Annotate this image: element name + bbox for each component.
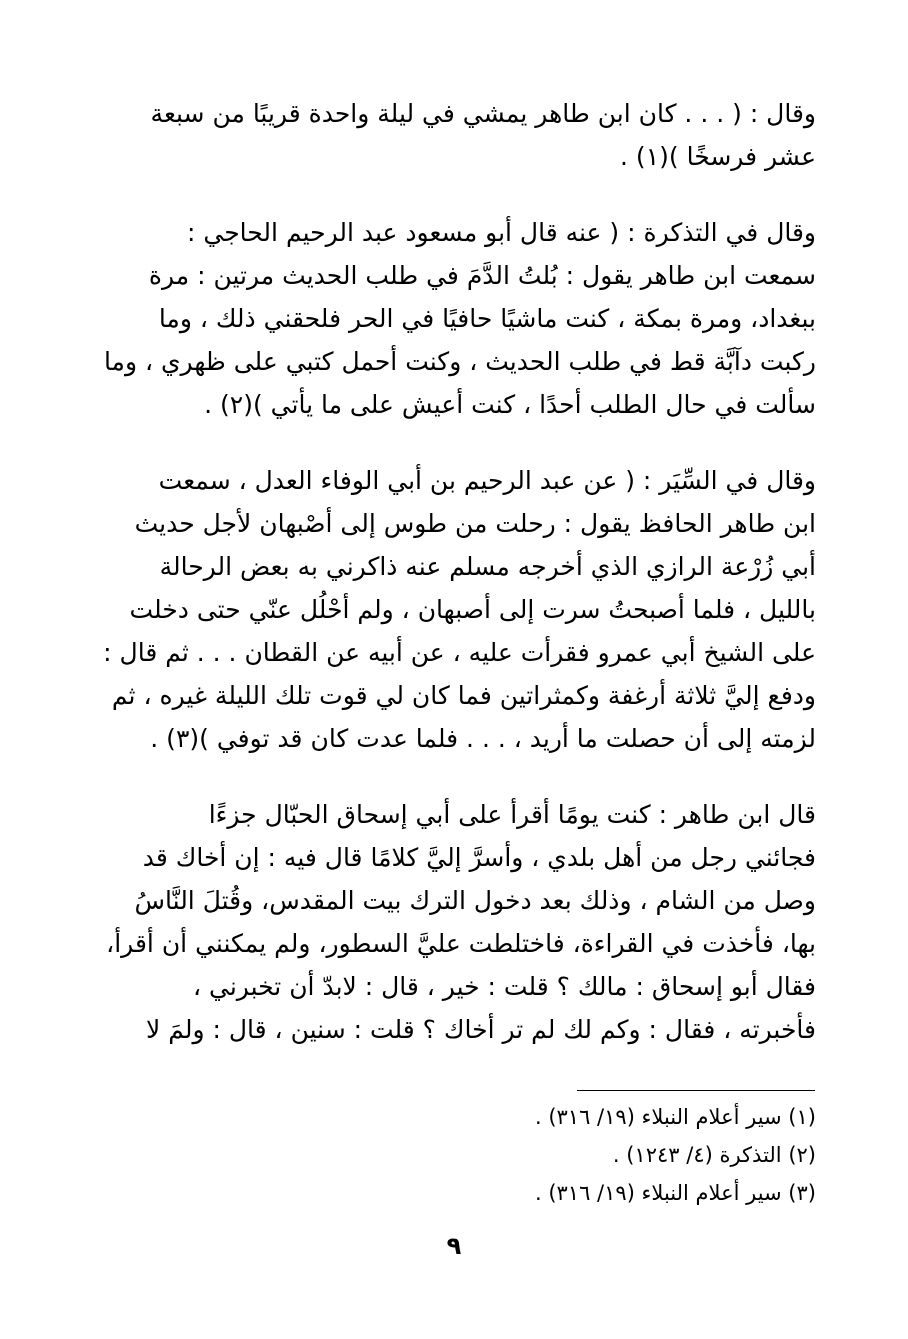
text-line: بها، فأخذت في القراءة، فاختلطت عليَّ السطور، ولم يمكنني أن أقرأ، [106,929,816,958]
text-line: سألت في حال الطلب أحدًا ، كنت أعيش على ما يأتي )(٢) . [204,390,816,419]
paragraph [100,92,816,178]
text-line: وقال : ( . . . كان ابن طاهر يمشي في ليلة واحدة قريبًا من سبعة [150,99,816,128]
text-line: على الشيخ أبي عمرو فقرأت عليه ، عن أبيه عن القطان . . . ثم قال : [103,638,816,667]
text-line: وصل من الشام ، وذلك بعد دخول الترك بيت المقدس، وقُتلَ النَّاسُ [134,886,816,915]
text-line: قال ابن طاهر : كنت يومًا أقرأ على أبي إسحاق الحبّال جزءًا [208,800,816,829]
text-line: ببغداد، ومرة بمكة ، كنت ماشيًا حافيًا في الحر فلحقني ذلك ، وما [158,304,816,333]
text-line: فأخبرته ، فقال : وكم لك لم تر أخاك ؟ قلت : سنين ، قال : ولمَ لا [146,1015,816,1044]
text-line: لزمته إلى أن حصلت ما أريد ، . . . فلما عدت كان قد توفي )(٣) . [150,724,816,753]
text-line: سمعت ابن طاهر يقول : بُلتُ الدَّمَ في طلب الحديث مرتين : مرة [148,261,816,290]
footnote-separator [577,1090,815,1091]
footnote-item: (١) سير أعلام النبلاء (١٩/ ٣١٦) . [534,1105,816,1129]
text-line: فجائني رجل من أهل بلدي ، وأسرَّ إليَّ كلامًا قال فيه : إن أخاك قد [142,843,816,872]
paragraph [100,793,816,1051]
text-line: ودفع إليَّ ثلاثة أرغفة وكمثراتين فما كان لي قوت تلك الليلة غيره ، ثم [111,681,816,710]
main-text [100,92,816,1051]
text-line: أبي زُرْعة الرازي الذي أخرجه مسلم عنه ذاكرني به بعض الرحالة [159,552,816,581]
paragraph-gap [100,178,816,211]
footnote-item: (٢) التذكرة (٤/ ١٢٤٣) . [612,1143,816,1167]
paragraph [100,459,816,760]
paragraph-gap [100,426,816,459]
text-line: ابن طاهر الحافظ يقول : رحلت من طوس إلى أصْبهان لأجل حديث [134,509,816,538]
text-line: وقال في السِّيَر : ( عن عبد الرحيم بن أبي الوفاء العدل ، سمعت [158,466,816,495]
paragraph [100,211,816,426]
footnotes [100,1098,816,1212]
text-line: عشر فرسخًا )(١) . [620,142,816,171]
text-line: ركبت دآبَّة قط في طلب الحديث ، وكنت أحمل كتبي على ظهري ، وما [103,347,816,376]
page-number: ٩ [446,1232,462,1260]
text-line: بالليل ، فلما أصبحتُ سرت إلى أصبهان ، ولم أحْلُل عنّي حتى دخلت [129,595,816,624]
text-line: وقال في التذكرة : ( عنه قال أبو مسعود عبد الرحيم الحاجي : [187,218,816,247]
footnote-item: (٣) سير أعلام النبلاء (١٩/ ٣١٦) . [534,1181,816,1205]
paragraph-gap [100,760,816,793]
text-line: فقال أبو إسحاق : مالك ؟ قلت : خير ، قال : لابدّ أن تخبرني ، [193,972,816,1001]
